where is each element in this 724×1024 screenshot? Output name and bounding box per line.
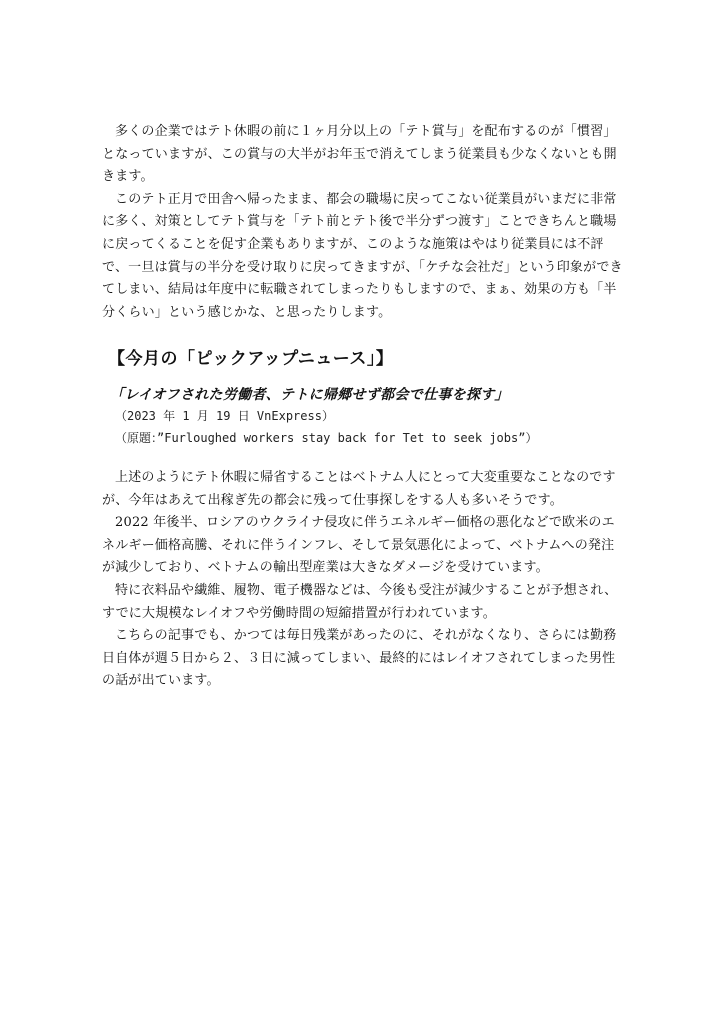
pickup-paragraph-1: 上述のようにテト休暇に帰省することはベトナム人にとって大変重要なことなのですが、今年はあえて出稼ぎ先の都会に残って仕事探しをする人も多いそうです。 bbox=[102, 470, 616, 508]
pickup-paragraph-4: こちらの記事でも、かつては毎日残業があったのに、それがなくなり、さらには勤務日自体が週５日から２、３日に減ってしまい、最終的にはレイオフされてしまった男性の話が出ています。 bbox=[102, 628, 617, 689]
article-original-title: （原題：”Furloughed workers stay back for Tet to seek jobs”） bbox=[115, 431, 538, 445]
pickup-text bbox=[102, 467, 624, 693]
pickup-paragraph-3: 特に衣料品や繊維、履物、電子機器などは、今後も受注が減少することが予想され、すでに大規模なレイオフや労働時間の短縮措置が行われています。 bbox=[102, 582, 618, 621]
article-title: 「レイオフされた労働者、テトに帰郷せず都会で仕事を探す」 bbox=[110, 387, 509, 403]
pickup-section-title: 【今月の「ピックアップニュース」】 bbox=[108, 349, 394, 369]
intro-paragraph-1: 多くの企業ではテト休暇の前に１ヶ月分以上の「テト賞与」を配布するのが「慣習」となっていますが、この賞与の大半がお年玉で消えてしまう従業員も少なくないとも開きます。 bbox=[102, 124, 617, 185]
article-date-source: （2023 年 1 月 19 日 VnExpress） bbox=[115, 409, 334, 423]
intro-paragraph-2: このテト正月で田舎へ帰ったまま、都会の職場に戻ってこない従業員がいまだに非常に多く、対策としてテト賞与を「テト前とテト後で半分ずつ渡す」ことできちんと職場に戻ってくることを促す企業もありますが、このような施策はやはり従業員には不評で、一旦は賞与の半分を受け取りに戻ってきますが、「ケチな会社だ」という印象ができてしまい、結局は年度中に転職されてしまったりもしますので、まぁ、効果の方も「半分くらい」という感じかな、と思ったりします。 bbox=[102, 191, 623, 320]
intro-text bbox=[102, 121, 624, 324]
pickup-paragraph-2: 2022 年後半、ロシアのウクライナ侵攻に伴うエネルギー価格の悪化などで欧米のエネルギー価格高騰、それに伴うインフレ、そして景気悪化によって、ベトナムへの発注が減少しており、ベトナムの輸出型産業は大きなダメージを受けています。 bbox=[102, 515, 615, 576]
